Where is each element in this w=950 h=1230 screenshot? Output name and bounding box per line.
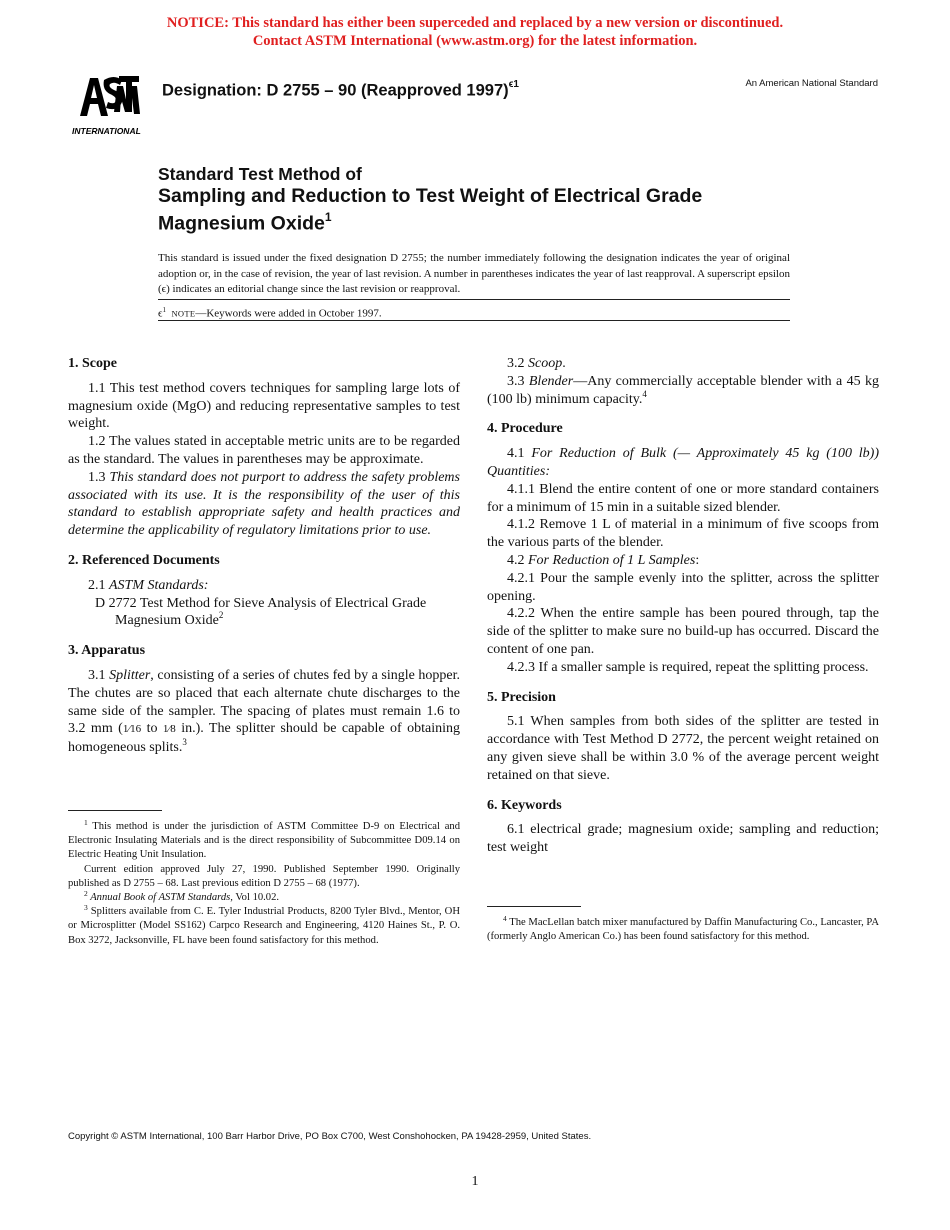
logo-international-text: INTERNATIONAL (72, 126, 141, 136)
paragraph-4-1: 4.1 For Reduction of Bulk (— Approximately 45 kg (100 lb)) Quantities: (487, 446, 880, 479)
footnote-4: $^4$ The MacLellan batch mixer manufactured by Daffin Manufacturing Co., Lancaster, PA (formerly Anglo American Co.) has been found satisfactory for this method. (487, 914, 879, 943)
title-line-3: Magnesium Oxide (158, 212, 325, 235)
designation (162, 81, 519, 101)
copyright: Copyright © ASTM International, 100 Barr Harbor Drive, PO Box C700, West Conshohocken, PA 19428-2959, United States. (68, 1131, 592, 1142)
designation-text: Designation: D 2755 – 90 (Reapproved 1997) (162, 81, 509, 100)
astm-logo (70, 70, 152, 140)
left-column (68, 355, 460, 757)
paragraph-4-2-2: 4.2.2 When the entire sample has been poured through, tap the side of the splitter to make sure no build-up has occurred. Discard the content of one pan. (487, 606, 879, 657)
title-footnote-mark: 1 (324, 210, 332, 224)
section-heading-scope: 1. Scope (68, 356, 117, 371)
footnote-2: $^2$ Annual Book of ASTM Standards, Vol 10.02. (84, 889, 280, 904)
note-text: —Keywords were added in October 1997. (195, 307, 382, 320)
paragraph-4-2: 4.2 For Reduction of 1 L Samples: (507, 552, 700, 568)
section-heading-apparatus: 3. Apparatus (68, 643, 146, 659)
title-line-2: Sampling and Reduction to Test Weight of Electrical Grade (158, 185, 703, 207)
divider-bottom (158, 320, 790, 321)
american-national-standard: An American National Standard (745, 78, 878, 89)
title-line-1: Standard Test Method of (158, 164, 362, 184)
document-title (158, 163, 798, 235)
footnote-1: $^1$ This method is under the jurisdiction of ASTM Committee D-9 on Electrical and Electronic Insulating Materials and is the direct responsibility of Subcommittee D09.14 on Electric Heating Unit Insulation. (68, 818, 460, 861)
section-heading-precision: 5. Precision (487, 689, 556, 705)
note-label: NOTE (171, 308, 196, 319)
divider-top (158, 299, 790, 300)
paragraph-3-2: 3.2 Scoop. (507, 356, 566, 371)
paragraph-4-2-3: 4.2.3 If a smaller sample is required, repeat the splitting process. (507, 659, 869, 675)
astm-logo-icon (70, 70, 152, 140)
footnote-rule-left (68, 810, 162, 811)
issuance-note: This standard is issued under the fixed designation D 2755; the number immediately following the designation indicates the year of original adoption or, in the case of revision, the year of last revision. A number in parentheses indicates the year of last reapproval. A superscript epsilon (ϵ) indicates an editorial change since the last revision or reapproval. (158, 252, 790, 295)
paragraph-6-1: 6.1 electrical grade; magnesium oxide; sampling and reduction; test weight (487, 822, 879, 856)
paragraph-1-1: 1.1 This test method covers techniques for sampling large lots of magnesium oxide (MgO) and reducing representative samples to test weight. (68, 380, 460, 432)
paragraph-1-3: 1.3 This standard does not purport to address the safety problems associated with its use. It is the responsibility of the user of this standard to establish appropriate safety and health practices and determine the applicability of regulatory limitations prior to use. (68, 469, 460, 539)
footnotes-left (68, 820, 460, 948)
epsilon-mark: ϵ (158, 307, 163, 320)
editorial-note (158, 306, 382, 320)
notice-line-1: NOTICE: This standard has either been superceded and replaced by a new version or discontinued. (166, 15, 784, 31)
paragraph-3-1: 3.1 Splitter, consisting of a series of chutes fed by a single hopper. The chutes are so placed that each alternate chute discharges to the same side of the sampler. The spacing of plates must remain 1.6 to 3.2 mm (1⁄16 to 1⁄8 in.). The splitter should be capable of obtaining homogeneous splits.$^3$ (68, 667, 461, 756)
paragraph-3-3: 3.3 Blender—Any commercially acceptable blender with a 45 kg (100 lb) minimum capacity.$^4$ (487, 373, 879, 407)
paragraph-4-1-1: 4.1.1 Blend the entire content of one or more standard containers for a minimum of 15 min in a suitable sized blender. (487, 481, 879, 515)
footnote-3: $^3$ Splitters available from C. E. Tyler Industrial Products, 8200 Tyler Blvd., Mentor, OH or Microsplitter (Model SS162) Carpco Research and Engineering, 4120 Haines St., P. O. Box 3272, Jacksonville, FL have been found satisfactory for this method. (68, 903, 460, 946)
section-heading-procedure: 4. Procedure (487, 421, 563, 437)
paragraph-4-1-2: 4.1.2 Remove 1 L of material in a minimum of five scoops from the various parts of the blender. (487, 517, 879, 551)
reference-d2772: D 2772 Test Method for Sieve Analysis of Electrical Grade Magnesium Oxide$^2$ (95, 595, 427, 629)
footnote-rule-right (487, 906, 581, 907)
epsilon-sup: 1 (162, 306, 166, 314)
notice-line-2: Contact ASTM International (www.astm.org) for the latest information. (252, 33, 698, 49)
paragraph-4-2-1: 4.2.1 Pour the sample evenly into the splitter, across the splitter opening. (487, 570, 879, 604)
section-heading-referenced-documents: 2. Referenced Documents (68, 552, 220, 568)
paragraph-5-1: 5.1 When samples from both sides of the splitter are tested in accordance with Test Method D 2772, the percent weight retained on any given sieve shall be within 3.0 % of the average percent weight retained on that sieve. (487, 714, 879, 783)
footnote-1-continued: Current edition approved July 27, 1990. Published September 1990. Originally published as D 2755 – 68. Last previous edition D 2755 – 68 (1977). (68, 863, 460, 889)
footnotes-right (487, 916, 879, 944)
page-number: 1 (471, 1174, 479, 1189)
right-column (487, 355, 879, 857)
paragraph-1-2: 1.2 The values stated in acceptable metric units are to be regarded as the standard. The values in parentheses may be approximate. (68, 434, 460, 467)
designation-epsilon: ϵ1 (508, 79, 519, 90)
paragraph-2-1: 2.1 ASTM Standards: (88, 577, 209, 593)
section-heading-keywords: 6. Keywords (487, 797, 562, 813)
supersede-notice (0, 14, 950, 50)
